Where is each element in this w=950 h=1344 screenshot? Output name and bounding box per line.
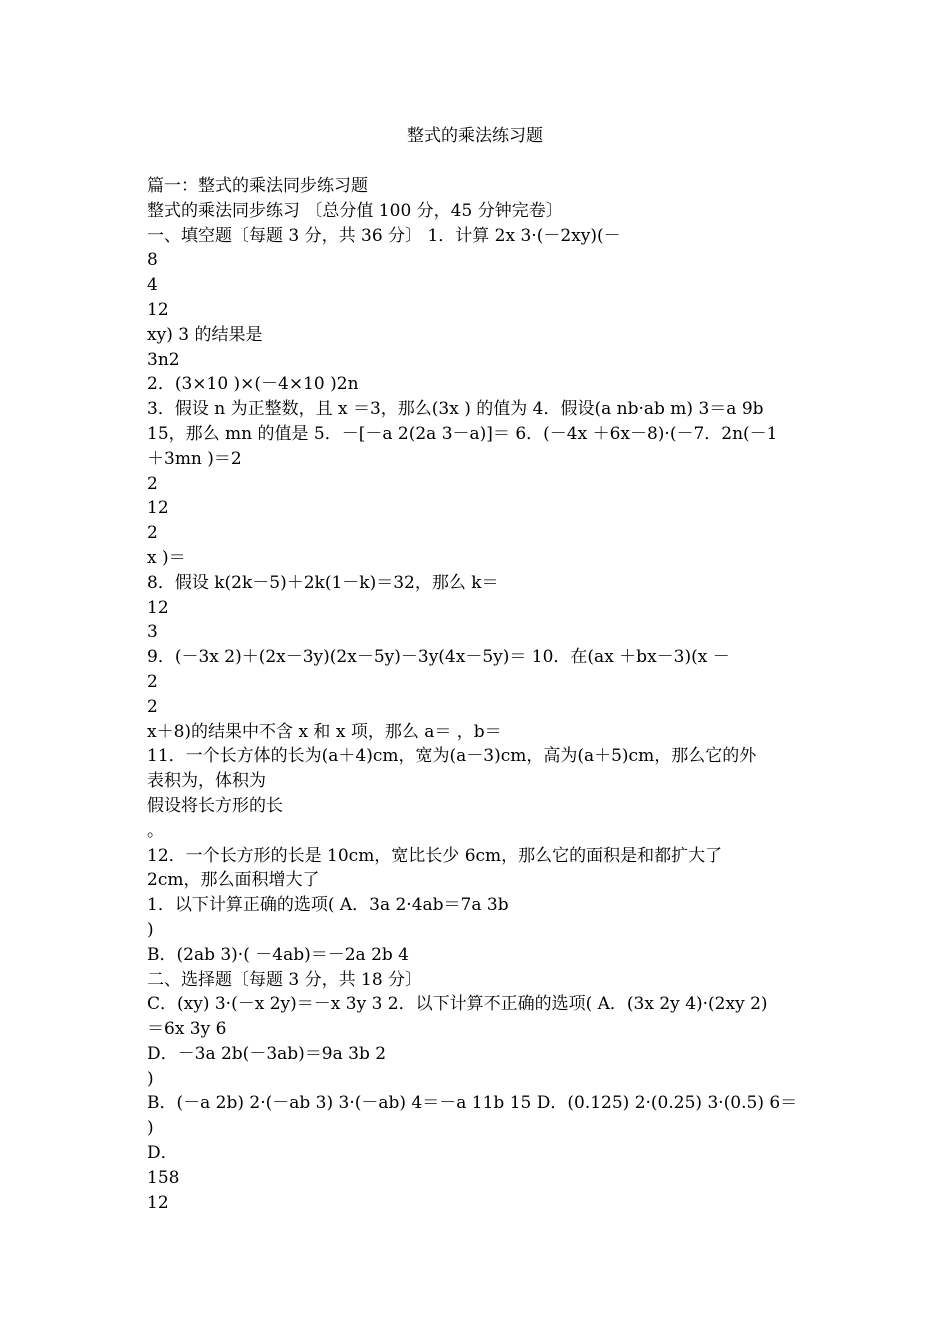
text-line: D． [147, 1143, 178, 1164]
text-line: 1．以下计算正确的选项( A．3a 2·4ab＝7a 3b [147, 895, 509, 916]
text-line: 整式的乘法同步练习 〔总分值 100 分，45 分钟完卷〕 [147, 200, 563, 221]
text-line: 12 [147, 597, 169, 618]
text-line: x )＝ [147, 547, 186, 568]
text-line: 3n2 [147, 349, 180, 370]
text-line: 2 [147, 523, 158, 544]
text-line: ) [147, 919, 154, 940]
text-line: 15，那么 mn 的值是 5．－[－a 2(2a 3－a)]＝ 6．(－4x ＋6x－8)·(－7．2n(－1 [147, 423, 778, 444]
text-line: 8 [147, 250, 158, 271]
document-title: 整式的乘法练习题 [407, 126, 543, 146]
text-line: 2 [147, 473, 158, 494]
text-line: 假设将长方形的长 [147, 795, 283, 816]
text-line: 。 [147, 820, 164, 841]
text-line: 2 [147, 671, 158, 692]
text-line: C．(xy) 3·(－x 2y)＝－x 3y 3 2．以下计算不正确的选项( A．(3x 2y 4)·(2xy 2) [147, 994, 768, 1015]
text-line: ＝6x 3y 6 [147, 1019, 227, 1040]
text-line: 一、填空题〔每题 3 分，共 36 分〕 1．计算 2x 3·(－2xy)(－ [147, 225, 621, 246]
text-line: 3．假设 n 为正整数，且 x ＝3，那么(3x ) 的值为 4．假设(a nb·ab m) 3＝a 9b [147, 399, 764, 420]
text-line: B．(2ab 3)·( －4ab)＝－2a 2b 4 [147, 944, 409, 965]
text-line: 2cm，那么面积增大了 [147, 870, 320, 891]
text-line: ) [147, 1068, 154, 1089]
text-line: 二、选择题〔每题 3 分，共 18 分〕 [147, 969, 423, 990]
text-line: 12．一个长方形的长是 10cm，宽比长少 6cm，那么它的面积是和都扩大了 [147, 845, 723, 866]
text-line: 2 [147, 696, 158, 717]
text-line: 11．一个长方体的长为(a＋4)cm，宽为(a－3)cm，高为(a＋5)cm，那么它的外 [147, 746, 757, 767]
text-line: xy) 3 的结果是 [147, 324, 263, 345]
document-body [147, 174, 807, 1215]
text-line: ) [147, 1118, 154, 1139]
text-line: x＋8)的结果中不含 x 和 x 项，那么 a＝ ，b＝ [147, 721, 502, 742]
text-line: 158 [147, 1167, 180, 1188]
text-line: 3 [147, 622, 158, 643]
text-line: ＋3mn )＝2 [147, 448, 242, 469]
text-line: 12 [147, 1192, 169, 1213]
text-line: 9．(－3x 2)＋(2x－3y)(2x－5y)－3y(4x－5y)＝ 10．在(ax ＋bx－3)(x － [147, 647, 730, 668]
text-line: 篇一：整式的乘法同步练习题 [147, 176, 368, 196]
text-line: 表积为，体积为 [147, 771, 266, 792]
text-line: 4 [147, 275, 158, 296]
text-line: B．(－a 2b) 2·(－ab 3) 3·(－ab) 4＝－a 11b 15 D．(0.125) 2·(0.25) 3·(0.5) 6＝ [147, 1093, 798, 1114]
text-line: 12 [147, 498, 169, 519]
text-line: D．－3a 2b(－3ab)＝9a 3b 2 [147, 1043, 387, 1064]
text-line: 2．(3×10 )×(－4×10 )2n [147, 374, 359, 395]
text-line: 8．假设 k(2k－5)＋2k(1－k)＝32，那么 k＝ [147, 572, 499, 593]
text-line: 12 [147, 299, 169, 320]
